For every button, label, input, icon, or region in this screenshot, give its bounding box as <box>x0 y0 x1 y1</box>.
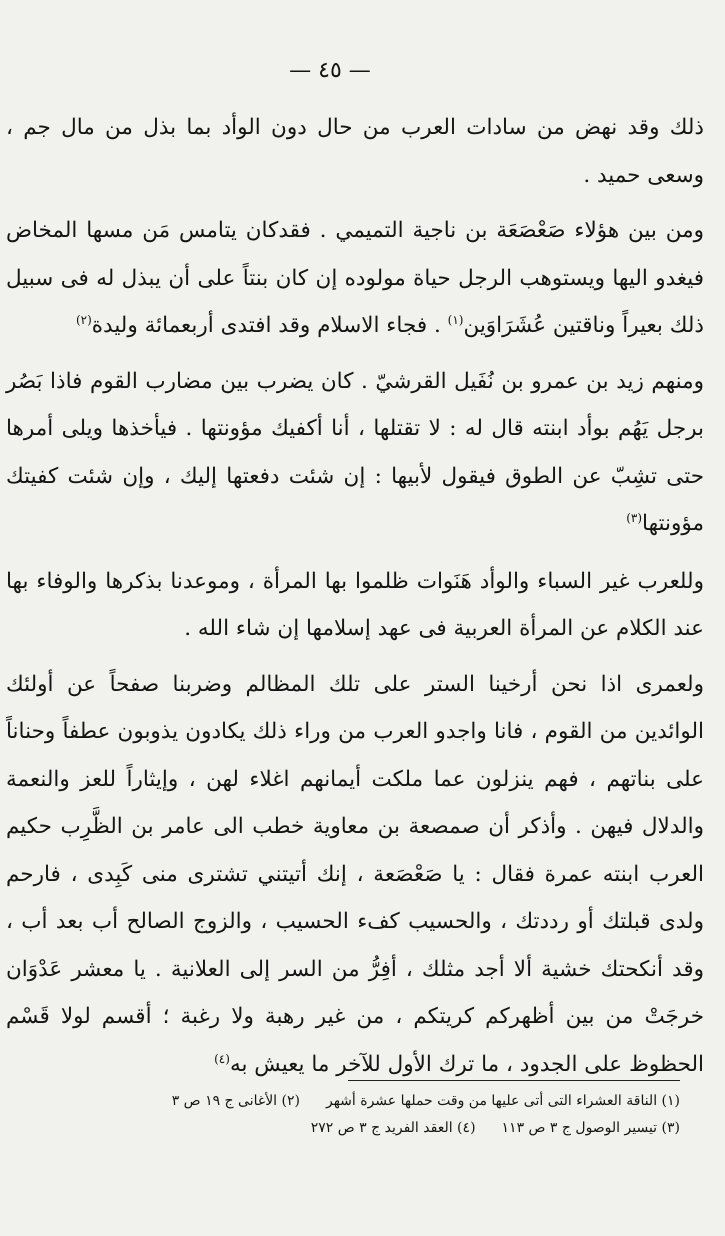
footnote-2: (٢) الأغانى ج ١٩ ص ٣ <box>171 1093 300 1109</box>
paragraph-text: ومنهم زيد بن عمرو بن نُفَيل القرشيّ . كان يضرب بين مضارب القوم فاذا بَصُر برجل يَهُم بوأد ابنته قال له : لا تقتلها ، أنا أكفيك مؤونتها . فيأخذها ويلى أمرها حتى تشِبّ عن الطوق فيقول لأبيها : إن شئت دفعتها إليك ، وإن شئت كفيتك مؤونتها <box>6 368 704 536</box>
page-number: — ٤٥ — <box>289 58 371 83</box>
footnote-4: (٤) العقد الفريد ج ٣ ص ٢٧٢ <box>310 1120 476 1136</box>
paragraph-2 <box>6 207 704 350</box>
paragraph-4 <box>6 558 704 653</box>
footnote-1: (١) الناقة العشراء التى أتى عليها من وقت حملها عشرة أشهر <box>326 1093 680 1109</box>
body-text <box>6 104 704 1088</box>
footnotes <box>40 1088 680 1142</box>
footnote-ref-1: (١) <box>447 312 464 327</box>
footnote-ref-4: (٤) <box>214 1051 230 1066</box>
paragraph-3 <box>6 358 704 548</box>
paragraph-text: ذلك وقد نهض من سادات العرب من حال دون الوأد بما بذل من مال جم ، وسعى حميد . <box>6 115 704 188</box>
footnote-divider <box>348 1080 680 1081</box>
footnote-row <box>40 1088 680 1115</box>
paragraph-text: . فجاء الاسلام وقد افتدى أربعمائة وليدة <box>91 313 448 338</box>
footnote-ref-3: (٣) <box>626 510 643 525</box>
paragraph-text: ومن بين هؤلاء صَعْصَعَة بن ناجية التميمي . فقدكان يتامس مَن مسها المخاض فيغدو اليها ويستوهب الرجل حياة مولوده إن كان بنتاً على أن يبذل له فى سبيل ذلك بعيراً وناقتين عُشَرَاوَين <box>6 218 704 338</box>
paragraph-1 <box>6 104 704 199</box>
footnote-row <box>40 1115 680 1142</box>
footnote-ref-2: (٢) <box>75 312 92 327</box>
paragraph-text: وللعرب غير السباء والوأد هَنَوات ظلموا بها المرأة ، وموعدنا بذكرها والوفاء بها عند الكلام عن المرأة العربية فى عهد إسلامها إن شاء الله . <box>6 568 704 641</box>
footnote-3: (٣) تيسير الوصول ج ٣ ص ١١٣ <box>501 1120 680 1136</box>
paragraph-5 <box>6 661 704 1089</box>
paragraph-text: ولعمرى اذا نحن أرخينا الستر على تلك المظالم وضربنا صفحاً عن أولئك الوائدين من القوم ، فانا واجدو العرب من وراء ذلك يكادون يذوبون عطفاً وحناناً على بناتهم ، فهم ينزلون عما ملكت أيمانهم اغلاء لهن ، وإيثاراً للعز والنعمة والدلال فيهن . وأذكر أن صمصعة بن معاوية خطب الى عامر بن الظَّرِب حكيم العرب ابنته عمرة فقال : يا صَعْصَعة ، إنك أتيتني تشترى منى كَبِدى ، فارحم ولدى قبلتك أو رددتك ، والحسيب كفء الحسيب ، والزوج الصالح أب بعد أب ، وقد أنكحتك خشية ألا أجد مثلك ، أفِرُّ من السر إلى العلانية . يا معشر عَدْوَان خرجَتْ من بين أظهركم كريتكم ، من غير رهبة ولا رغبة ؛ أقسم لولا قَسْم الحظوظ على الجدود ، ما ترك الأول للآخر ما يعيش به <box>6 671 704 1077</box>
